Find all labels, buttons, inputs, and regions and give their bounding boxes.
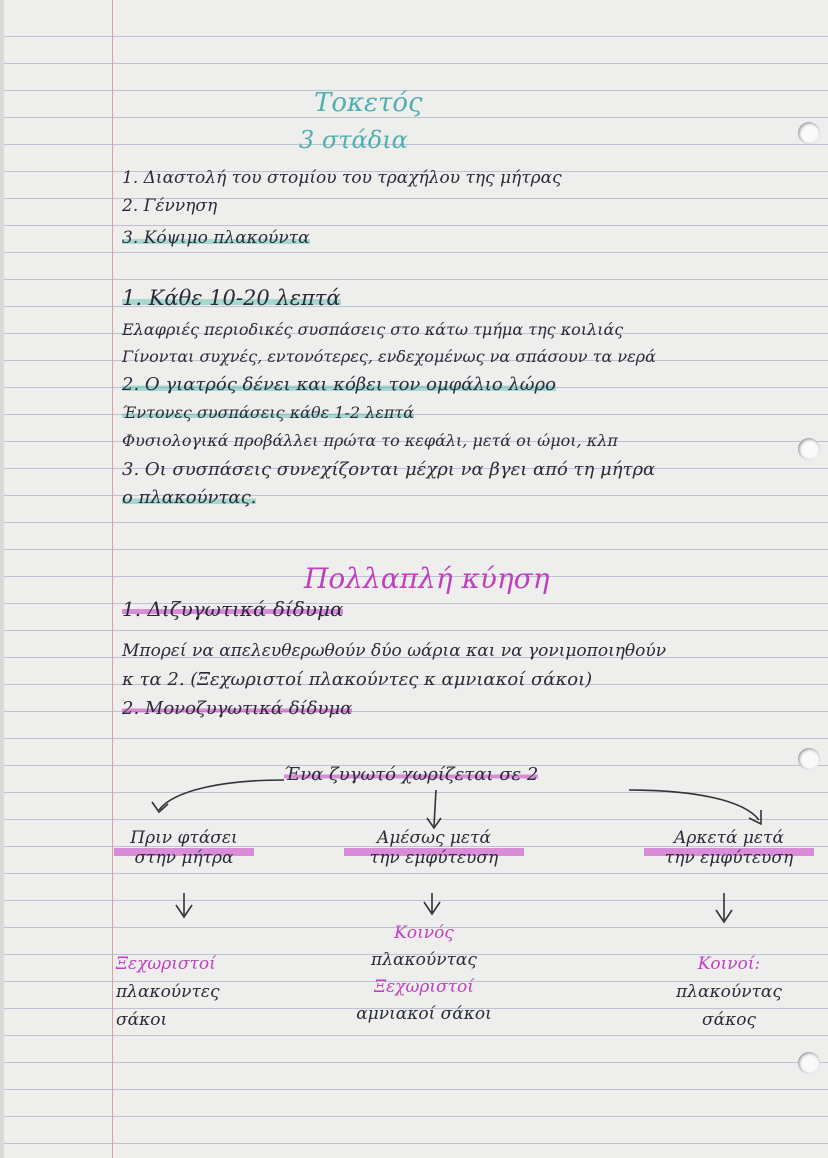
page-title: Τοκετός — [314, 88, 423, 118]
detail-line: Ελαφριές περιοδικές συσπάσεις στο κάτω τμήμα της κοιλιάς — [122, 320, 624, 339]
detail-line: ο πλακούντας. — [122, 487, 257, 508]
branch-when: Πριν φτάσει στην μήτρα — [114, 828, 254, 868]
stage-item: 1. Διαστολή του στομίου του τραχήλου της μήτρας — [122, 168, 562, 188]
branch-result: Ξεχωριστοί πλακούντες σάκοι — [116, 954, 220, 1030]
twins-line: 2. Μονοζυγωτικά δίδυμα — [122, 698, 353, 719]
branch-when: Αμέσως μετά την εμφύτευση — [344, 828, 524, 868]
twins-line: Μπορεί να απελευθερωθούν δύο ωάρια και να γονιμοποιηθούν — [122, 641, 667, 661]
notebook-page — [4, 0, 828, 1158]
twins-line: 1. Διζυγωτικά δίδυμα — [122, 597, 344, 621]
branch-when: Αρκετά μετά την εμφύτευση — [644, 828, 814, 868]
split-label: Ένα ζυγωτό χωρίζεται σε 2 — [284, 764, 539, 785]
detail-line: 2. Ο γιατρός δένει και κόβει τον ομφάλιο λώρο — [122, 374, 556, 395]
section-title: Πολλαπλή κύηση — [304, 562, 550, 595]
detail-line: 3. Οι συσπάσεις συνεχίζονται μέχρι να βγει από τη μήτρα — [122, 459, 656, 480]
detail-line: Φυσιολογικά προβάλλει πρώτα το κεφάλι, μετά οι ώμοι, κλπ — [122, 431, 618, 450]
branch-result: Κοινός πλακούντας Ξεχωριστοί αμνιακοί σάκοι — [356, 923, 492, 1024]
branch-result: Κοινοί: πλακούντας σάκος — [676, 954, 782, 1030]
detail-line: Γίνονται συχνές, εντονότερες, ενδεχομένως να σπάσουν τα νερά — [122, 347, 656, 366]
stage-item: 2. Γέννηση — [122, 196, 218, 216]
subtitle: 3 στάδια — [299, 126, 408, 154]
stage-item: 3. Κόψιμο πλακούντα — [122, 228, 310, 248]
detail-line: Έντονες συσπάσεις κάθε 1-2 λεπτά — [122, 403, 415, 422]
detail-line: 1. Κάθε 10-20 λεπτά — [122, 286, 341, 310]
twins-line: κ τα 2. (Ξεχωριστοί πλακούντες κ αμνιακοί σάκοι) — [122, 669, 593, 690]
